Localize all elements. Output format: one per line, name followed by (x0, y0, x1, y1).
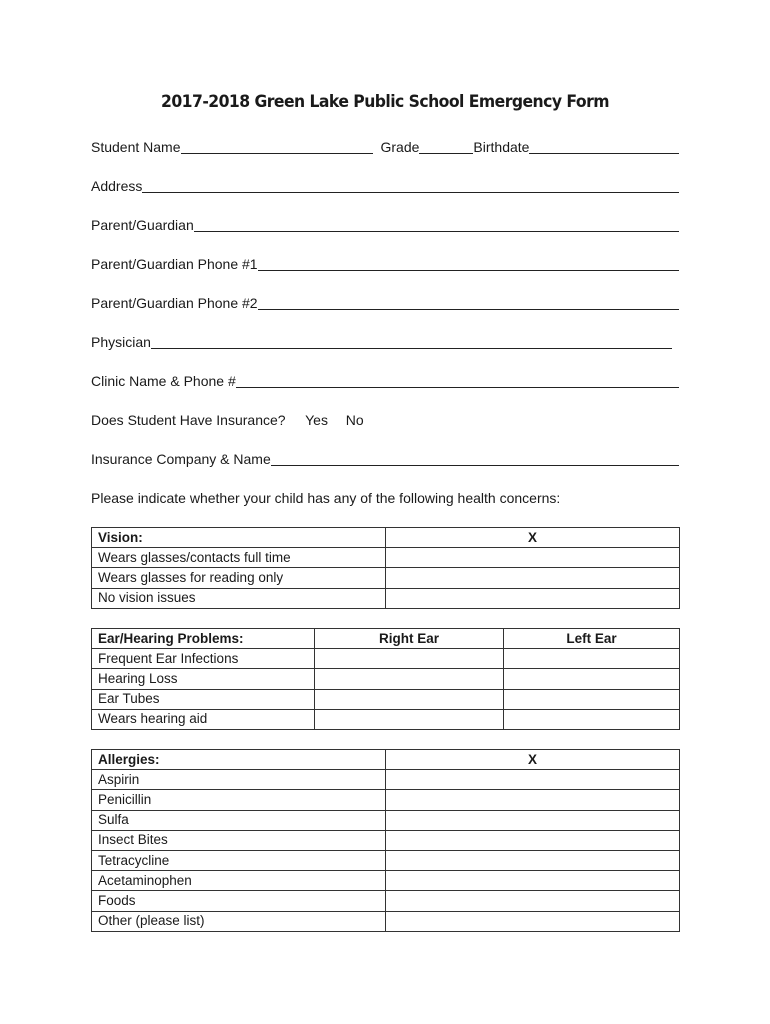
table-row (92, 629, 680, 649)
right-ear-cell[interactable] (315, 689, 504, 709)
table-row (92, 770, 680, 790)
student-name-field[interactable] (181, 140, 373, 154)
table-row (92, 709, 680, 729)
allergy-check-cell[interactable] (386, 871, 680, 891)
allergy-check-cell[interactable] (386, 790, 680, 810)
phone2-line (91, 294, 679, 312)
vision-item: No vision issues (92, 588, 386, 608)
table-row (92, 911, 680, 931)
vision-item: Wears glasses/contacts full time (92, 548, 386, 568)
grade-label: Grade (380, 139, 420, 155)
ear-header: Ear/Hearing Problems: (92, 629, 315, 649)
allergy-check-cell[interactable] (386, 850, 680, 870)
table-row (92, 669, 680, 689)
insurance-company-label: Insurance Company & Name (91, 451, 271, 467)
birthdate-label: Birthdate (473, 139, 530, 155)
allergies-table (91, 749, 680, 932)
phone2-label: Parent/Guardian Phone #2 (91, 295, 258, 311)
vision-check-cell[interactable] (386, 588, 680, 608)
table-row (92, 689, 680, 709)
ear-table (91, 628, 680, 730)
table-row (92, 871, 680, 891)
allergies-col-header: X (386, 750, 680, 770)
allergy-item: Acetaminophen (92, 871, 386, 891)
right-ear-cell[interactable] (315, 669, 504, 689)
allergy-item: Tetracycline (92, 850, 386, 870)
right-ear-cell[interactable] (315, 649, 504, 669)
left-ear-header: Left Ear (504, 629, 680, 649)
left-ear-cell[interactable] (504, 669, 680, 689)
allergy-check-cell[interactable] (386, 770, 680, 790)
phone1-field[interactable] (258, 257, 679, 271)
vision-check-cell[interactable] (386, 548, 680, 568)
phone1-label: Parent/Guardian Phone #1 (91, 256, 258, 272)
table-row (92, 810, 680, 830)
table-row (92, 790, 680, 810)
allergy-item: Foods (92, 891, 386, 911)
insurance-no-option[interactable]: No (345, 412, 364, 428)
table-row (92, 588, 680, 608)
grade-field[interactable] (419, 140, 473, 154)
left-ear-cell[interactable] (504, 709, 680, 729)
parent-guardian-label: Parent/Guardian (91, 217, 194, 233)
vision-check-cell[interactable] (386, 568, 680, 588)
ear-item: Hearing Loss (92, 669, 315, 689)
insurance-question-line (91, 411, 364, 429)
clinic-label: Clinic Name & Phone # (91, 373, 236, 389)
physician-label: Physician (91, 334, 151, 350)
right-ear-cell[interactable] (315, 709, 504, 729)
clinic-line (91, 372, 679, 390)
birthdate-field[interactable] (529, 140, 679, 154)
table-row (92, 649, 680, 669)
insurance-question-label: Does Student Have Insurance? (91, 412, 286, 428)
ear-item: Ear Tubes (92, 689, 315, 709)
table-row (92, 891, 680, 911)
parent-guardian-line (91, 216, 679, 234)
allergy-item: Aspirin (92, 770, 386, 790)
allergy-item: Sulfa (92, 810, 386, 830)
left-ear-cell[interactable] (504, 649, 680, 669)
left-ear-cell[interactable] (504, 689, 680, 709)
table-row (92, 750, 680, 770)
allergy-check-cell[interactable] (386, 810, 680, 830)
physician-line (91, 333, 672, 351)
vision-col-header: X (386, 528, 680, 548)
address-field[interactable] (142, 179, 679, 193)
vision-table (91, 527, 680, 609)
ear-item: Wears hearing aid (92, 709, 315, 729)
physician-field[interactable] (151, 335, 672, 349)
form-title: 2017-2018 Green Lake Public School Emergency Form (160, 92, 609, 112)
allergy-item: Other (please list) (92, 911, 386, 931)
insurance-company-field[interactable] (271, 452, 679, 466)
allergy-check-cell[interactable] (386, 891, 680, 911)
insurance-yes-option[interactable]: Yes (305, 412, 328, 428)
allergy-check-cell[interactable] (386, 830, 680, 850)
allergy-check-cell[interactable] (386, 911, 680, 931)
health-prompt: Please indicate whether your child has any of the following health concerns: (91, 490, 561, 506)
allergy-item: Penicillin (92, 790, 386, 810)
table-row (92, 830, 680, 850)
vision-item: Wears glasses for reading only (92, 568, 386, 588)
student-name-label: Student Name (91, 139, 181, 155)
table-row (92, 548, 680, 568)
clinic-field[interactable] (236, 374, 679, 388)
student-info-line (91, 138, 679, 156)
phone1-line (91, 255, 679, 273)
ear-item: Frequent Ear Infections (92, 649, 315, 669)
insurance-company-line (91, 450, 679, 468)
address-line (91, 177, 679, 195)
vision-header: Vision: (92, 528, 386, 548)
table-row (92, 568, 680, 588)
table-row (92, 850, 680, 870)
phone2-field[interactable] (258, 296, 679, 310)
allergies-header: Allergies: (92, 750, 386, 770)
parent-guardian-field[interactable] (194, 218, 679, 232)
table-row (92, 528, 680, 548)
allergy-item: Insect Bites (92, 830, 386, 850)
address-label: Address (91, 178, 143, 194)
right-ear-header: Right Ear (315, 629, 504, 649)
